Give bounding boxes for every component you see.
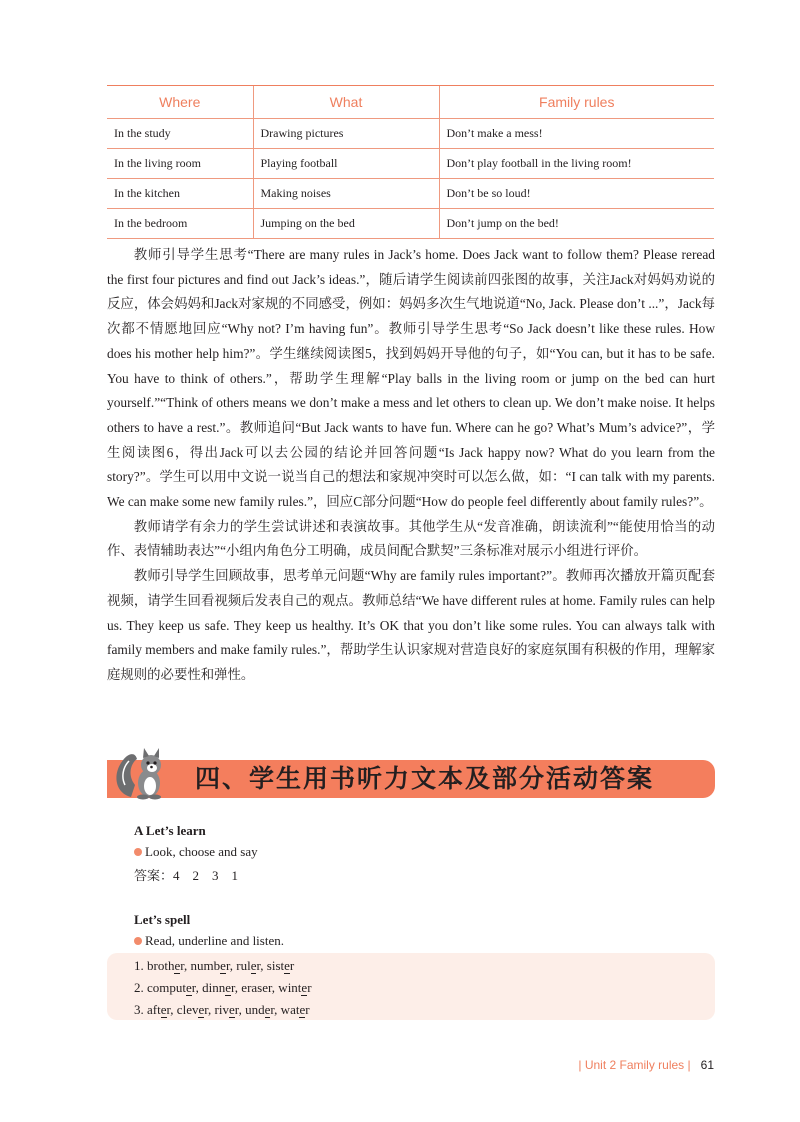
table-cell: In the study: [107, 119, 253, 149]
table-cell: Making noises: [253, 179, 439, 209]
lets-learn-answer: 答案：4 2 3 1: [134, 868, 239, 883]
header-where: Where: [107, 86, 253, 119]
teaching-notes: [107, 243, 715, 688]
paragraph-story-discussion: 教师引导学生思考“There are many rules in Jack’s home. Does Jack want to follow them? Please reread the first four pictures and find out Jack’s ideas.”，随后请学生阅读前四张图的故事，关注Jack对妈妈劝说的反应，体会妈妈和Jack对家规的不同感受，例如：妈妈多次生气地说道“No, Jack. Please don’t ...”，Jack每次都不情愿地回应“Why not? I’m having fun”。教师引导学生思考“So Jack doesn’t like these rules. How does his mother help him?”。学生继续阅读图5，找到妈妈开导他的句子，如“You can, but it has to be safe. You have to think of others.”，帮助学生理解“Play balls in the living room or jump on the bed can hurt yourself.”“Think of others means we don’t make a mess and let others to clean up. We don’t make noise. It helps others to have a rest.”。教师追问“But Jack wants to have fun. Where can he go? What’s Mum’s advice?”，学生阅读图6，得出Jack可以去公园的结论并回答问题“Is Jack happy now? What do you learn from the story?”。学生可以用中文说一说当自己的想法和家规冲突时可以怎么做，如：“I can talk with my parents. We can make some new family rules.”，回应C部分问题“How do people feel differently about family rules?”。: [107, 247, 715, 510]
header-what: What: [253, 86, 439, 119]
section-banner: [107, 760, 715, 798]
paragraph-performance: 教师请学有余力的学生尝试讲述和表演故事。其他学生从“发音准确，朗读流利”“能使用恰当的动作、表情辅助表达”“小组内角色分工明确，成员间配合默契”三条标准对展示小组进行评价。: [107, 518, 715, 559]
bullet-icon: [134, 937, 142, 945]
table-cell: In the living room: [107, 149, 253, 179]
lets-spell-activity: [134, 933, 714, 949]
table-cell: Jumping on the bed: [253, 209, 439, 239]
table-cell: Don’t jump on the bed!: [439, 209, 714, 239]
table-row: [107, 149, 714, 179]
footer-unit-label: | Unit 2 Family rules |: [578, 1058, 691, 1072]
activity-label: Look, choose and say: [145, 844, 258, 859]
family-rules-table: [107, 85, 714, 239]
spell-line-3: 3. after, clever, river, under, water: [134, 1002, 310, 1017]
table-cell: Drawing pictures: [253, 119, 439, 149]
spell-line-2: 2. computer, dinner, eraser, winter: [134, 980, 312, 995]
page-number: 61: [700, 1058, 714, 1072]
page-footer: [578, 1058, 714, 1072]
lets-spell-section: [134, 912, 714, 949]
lets-learn-activity: [134, 844, 714, 860]
table-cell: Don’t be so loud!: [439, 179, 714, 209]
activity-label: Read, underline and listen.: [145, 933, 284, 948]
table-cell: In the kitchen: [107, 179, 253, 209]
table-row: [107, 179, 714, 209]
lets-learn-title: A Let’s learn: [134, 823, 206, 838]
table-cell: Don’t play football in the living room!: [439, 149, 714, 179]
section-title: 四、学生用书听力文本及部分活动答案: [195, 764, 655, 793]
table-cell: Don’t make a mess!: [439, 119, 714, 149]
header-family-rules: Family rules: [439, 86, 714, 119]
spell-line-1: 1. brother, number, ruler, sister: [134, 958, 295, 973]
paragraph-review: 教师引导学生回顾故事，思考单元问题“Why are family rules important?”。教师再次播放开篇页配套视频，请学生回看视频后发表自己的观点。教师总结“We have different rules at home. Family rules can help us. They keep us safe. They keep us healthy. It’s OK that you don’t like some rules. You can always talk with family members and make family rules.”，帮助学生认识家规对营造良好的家庭氛围有积极的作用，理解家庭规则的必要性和弹性。: [107, 568, 715, 682]
table-cell: Playing football: [253, 149, 439, 179]
table-header-row: [107, 86, 714, 119]
lets-learn-section: [134, 823, 714, 884]
bullet-icon: [134, 848, 142, 856]
squirrel-mascot-icon: [113, 745, 173, 800]
spell-answer-box: [107, 953, 715, 1020]
table-row: [107, 119, 714, 149]
lets-spell-title: Let’s spell: [134, 912, 191, 927]
table-cell: In the bedroom: [107, 209, 253, 239]
table-row: [107, 209, 714, 239]
